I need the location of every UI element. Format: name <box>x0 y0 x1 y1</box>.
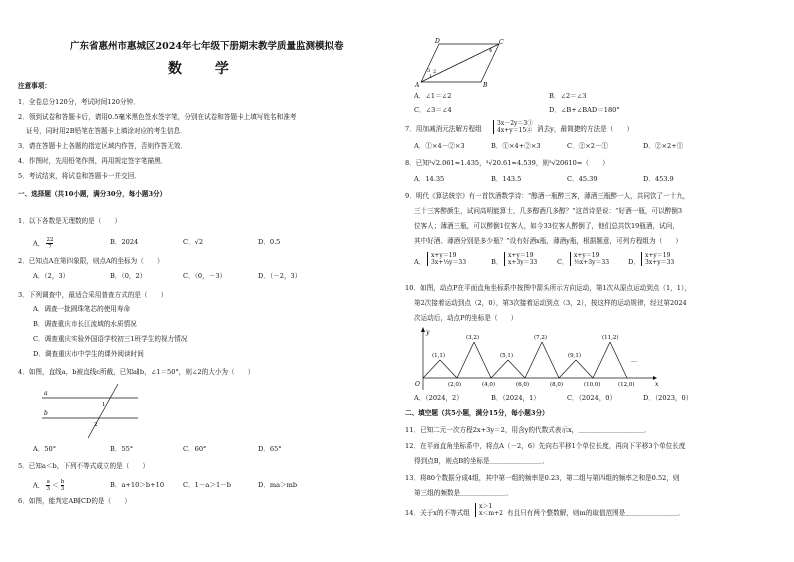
q9-option-c-label: C． <box>557 258 569 266</box>
q4-option-c: C．60° <box>183 445 207 453</box>
angle-label-1: 1 <box>429 74 433 80</box>
vertex-d: D <box>435 38 440 45</box>
q6-option-c: C．∠3＝∠4 <box>414 106 452 114</box>
note-item: 3．请在答题卡上各题的指定区域内作答，否则作答无效． <box>18 142 188 150</box>
section-2-heading: 二、填空题（共5小题，满分15分，每小题3分） <box>405 409 549 417</box>
q10-option-b: B．（2024，1） <box>491 394 540 402</box>
diagonal-ac <box>421 44 499 82</box>
path-segment <box>525 342 542 378</box>
q7-equation-system: 3x－2y＝3① 4x+y＝15② <box>493 120 533 134</box>
question-10-line: 次运动后，动点P的坐标是（ ） <box>414 314 518 322</box>
path-segment <box>440 360 457 378</box>
question-3-stem: 3．下列调查中，最适合采用普查方式的是（ ） <box>18 291 168 299</box>
x-axis-label: x <box>655 381 659 388</box>
q2-option-c: C．（0，－3） <box>183 272 227 280</box>
q7-option-c: C．②×2－① <box>567 142 609 150</box>
path-segment <box>423 360 440 378</box>
q9-option-a-label: A． <box>414 258 426 266</box>
path-segment <box>593 342 610 378</box>
question-11: 11．已知二元一次方程2x+3y＝2，用含y的代数式表示x，＿＿＿＿＿＿＿＿＿＿． <box>405 426 651 434</box>
question-9-line: 位客人；薄酒三瓶，可以醉倒1位客人，如今33位客人醉倒了，他们总共饮19瓶酒，试问， <box>414 222 679 230</box>
question-13-line-b: 第三组的频数是＿＿＿＿＿＿＿． <box>414 489 513 497</box>
q3-option-c: C．调查重庆实验外国语学校初三1班学生的视力情况 <box>33 335 188 343</box>
q1-option-a: A． $\frac{22}{7}$ <box>33 237 54 250</box>
question-7-stem-a: 7．用加减消元法解方程组 <box>405 125 482 133</box>
vertex-c: C <box>499 39 504 46</box>
ellipsis: … <box>631 357 637 364</box>
question-9-line: 其中好酒、薄酒分别是多少瓶？”设有好酒x瓶，薄酒y瓶，根据题意，可列方程组为（ ） <box>414 237 682 245</box>
top-point-label: (7,2) <box>534 335 548 341</box>
q9-option-d: x+y＝19 3x+y＝33 <box>641 252 674 266</box>
top-point-label: (5,1) <box>500 353 514 359</box>
y-axis-label: y <box>426 329 430 336</box>
q8-option-c: C．45.39 <box>567 175 598 183</box>
question-9-line: 9．明代《算法统宗》有一首饮酒数学诗：“醇酒一瓶醉三客，薄酒三瓶醉一人，共同饮了一十九， <box>405 192 690 200</box>
subject-title: 数 学 <box>168 61 243 77</box>
bottom-point-label: (2,0) <box>448 382 462 388</box>
question-2-stem: 2．已知点A在第四象限，则点A的坐标为（ ） <box>18 257 164 265</box>
q8-option-a: A．14.35 <box>414 175 445 183</box>
q5-option-c: C．1－a＞1－b <box>183 481 231 489</box>
y-axis-arrow <box>421 327 425 332</box>
right-column <box>397 0 794 562</box>
q5-option-b: B．a+10＞b+10 <box>110 481 165 489</box>
q8-option-d: D．453.9 <box>643 175 674 183</box>
top-point-label: (1,1) <box>432 353 446 359</box>
q2-option-a: A．（2，3） <box>33 272 70 280</box>
question-13-line-a: 13．将80个数据分成4组，其中第一组的频率是0.23，第二组与第四组的频率之和是0.52，则 <box>405 474 680 482</box>
note-item: 4．作图时，先用铅笔作图，再用规定签字笔描黑． <box>18 157 168 165</box>
q3-option-a: A．调查一批圆珠笔芯的使用寿命 <box>33 305 131 313</box>
q2-option-d: D．（－2，3） <box>258 272 302 280</box>
q9-option-c: x+y＝19 ⅓x+3y＝33 <box>570 252 609 266</box>
q10-option-d: D．（2023，0） <box>643 394 693 402</box>
q4-option-b: B．55° <box>110 445 134 453</box>
vertex-b: B <box>483 82 488 88</box>
question-1-stem: 1．以下各数是无理数的是（ ） <box>18 217 122 225</box>
top-point-label: (3,2) <box>466 335 480 341</box>
q14-inequality-system: x＞1 x＜m+2 <box>475 503 503 517</box>
q8-option-b: B．143.5 <box>491 175 522 183</box>
question-10-line: 10．如图，动点P在平面直角坐标系中按图中箭头所示方向运动，第1次从原点运动到点（1，1）， <box>405 284 691 292</box>
q4-option-d: D．65° <box>258 445 282 453</box>
question-5-stem: 5．已知a＜b，下列不等式成立的是（ ） <box>18 462 150 470</box>
path-segment <box>474 342 491 378</box>
q9-option-b-label: B． <box>491 258 503 266</box>
note-item: 1．全卷总分120分，考试时间120分钟． <box>18 98 140 106</box>
q7-option-b: B．①×4+②×3 <box>491 142 541 150</box>
q6-option-d: D．∠B+∠BAD＝180° <box>549 106 620 114</box>
angle-label-2: 2 <box>433 69 437 75</box>
question-6-stem: 6．如图，能判定AB∥CD的是（ ） <box>18 497 131 505</box>
notes-heading: 注意事项： <box>18 82 51 90</box>
vertex-a: A <box>415 82 420 88</box>
bottom-point-label: (8,0) <box>550 382 564 388</box>
section-heading: 一、选择题（共10小题，满分30分，每小题3分） <box>18 190 167 198</box>
top-point-label: (9,1) <box>568 353 582 359</box>
q10-option-c: C．（2024，0） <box>567 394 617 402</box>
q9-option-a: x+y＝19 3x+⅓y＝33 <box>427 252 466 266</box>
q6-option-b: B．∠2＝∠3 <box>549 92 587 100</box>
question-12-line-b: 得到点B，则点B的坐标是＿＿＿＿＿＿＿＿． <box>414 457 549 465</box>
path-segment <box>542 342 559 378</box>
q4-option-a: A．50° <box>33 445 57 453</box>
line-c <box>88 384 118 438</box>
parallelogram-figure <box>409 36 504 88</box>
q1-option-d: D．0.5 <box>258 238 281 246</box>
angle-label-3: 3 <box>427 68 431 74</box>
path-segment <box>576 360 593 378</box>
path-segment <box>610 342 627 378</box>
x-axis-arrow <box>653 376 657 380</box>
q1-option-c: C．√2 <box>183 238 204 246</box>
label-a: a <box>44 390 48 397</box>
question-7-stem-b: 消去y，最简捷的方法是（ ） <box>537 125 634 133</box>
question-8-stem: 8．已知³√2.061≈1.435，³√20.61≈4.539，则³√20610≈（ ） <box>405 159 609 167</box>
question-4-stem: 4．如图，直线a，b被直线c所截，已知a∥b，∠1＝50°，则∠2的大小为（ ） <box>18 368 255 376</box>
note-item: 证号，同时用2B铅笔在答题卡上填涂对应的考生信息． <box>26 127 187 135</box>
q7-option-d: D．②×2+① <box>643 142 684 150</box>
zigzag-path-figure <box>405 326 665 392</box>
q5-option-a: A． $\frac{a}{3}$ ＜ $\frac{b}{3}$ <box>33 479 65 492</box>
exam-title: 广东省惠州市惠城区2024年七年级下册期末教学质量监测模拟卷 <box>70 41 344 52</box>
q9-option-d-label: D． <box>628 258 640 266</box>
q9-option-b: x+y＝19 x+3y＝33 <box>504 252 537 266</box>
path-segment <box>559 360 576 378</box>
path-segment <box>457 342 474 378</box>
note-item: 2．领到试卷和答题卡后，请用0.5毫米黑色签水签字笔，分别在试卷和答题卡上填写姓名和准考 <box>18 113 297 121</box>
bottom-point-label: (6,0) <box>516 382 530 388</box>
path-segment <box>491 360 508 378</box>
q10-option-a: A．（2024，2） <box>414 394 463 402</box>
angle-label-4: 4 <box>489 48 493 54</box>
angle-2-label: 2 <box>94 422 98 428</box>
question-9-line: 三十三客醉颜生，试问高明能算士，几多醇酒几多醇？”这首诗是说：“好酒一瓶，可以醉倒3 <box>414 207 683 215</box>
q2-option-b: B．（0，2） <box>110 272 147 280</box>
bottom-point-label: (12,0) <box>618 382 635 388</box>
bottom-point-label: (10,0) <box>584 382 601 388</box>
label-b: b <box>44 410 48 417</box>
q3-option-b: B．调查重庆市长江流域的水质情况 <box>33 320 137 328</box>
question-10-line: 第2次接着运动到点（2，0），第3次接着运动到点（3，2），按这样的运动规律，经过第2024 <box>414 299 687 307</box>
q5-option-d: D．ma＞mb <box>258 481 298 489</box>
path-segment <box>508 360 525 378</box>
note-item: 5．考试结束，将试卷和答题卡一并交回． <box>18 172 141 180</box>
q1-option-b: B．2024 <box>110 238 139 246</box>
question-12-line-a: 12．在平面直角坐标系中，将点A（－2，6）先向右平移1个单位长度，再向下平移3个单位长度 <box>405 442 686 450</box>
parallel-lines-figure <box>36 380 146 442</box>
q6-option-a: A．∠1＝∠2 <box>414 92 452 100</box>
bottom-point-label: (4,0) <box>482 382 496 388</box>
q3-option-d: D．调查重庆市中学生的课外阅读时间 <box>33 350 144 358</box>
origin-label: O <box>415 381 420 388</box>
question-14-b: 有且只有两个整数解，则m的取值范围是＿＿＿＿＿＿＿＿． <box>507 509 685 517</box>
q7-option-a: A．①×4－②×3 <box>414 142 465 150</box>
angle-1-label: 1 <box>102 402 106 408</box>
top-point-label: (11,2) <box>602 335 619 341</box>
question-14-a: 14．关于x的不等式组 <box>405 509 470 517</box>
